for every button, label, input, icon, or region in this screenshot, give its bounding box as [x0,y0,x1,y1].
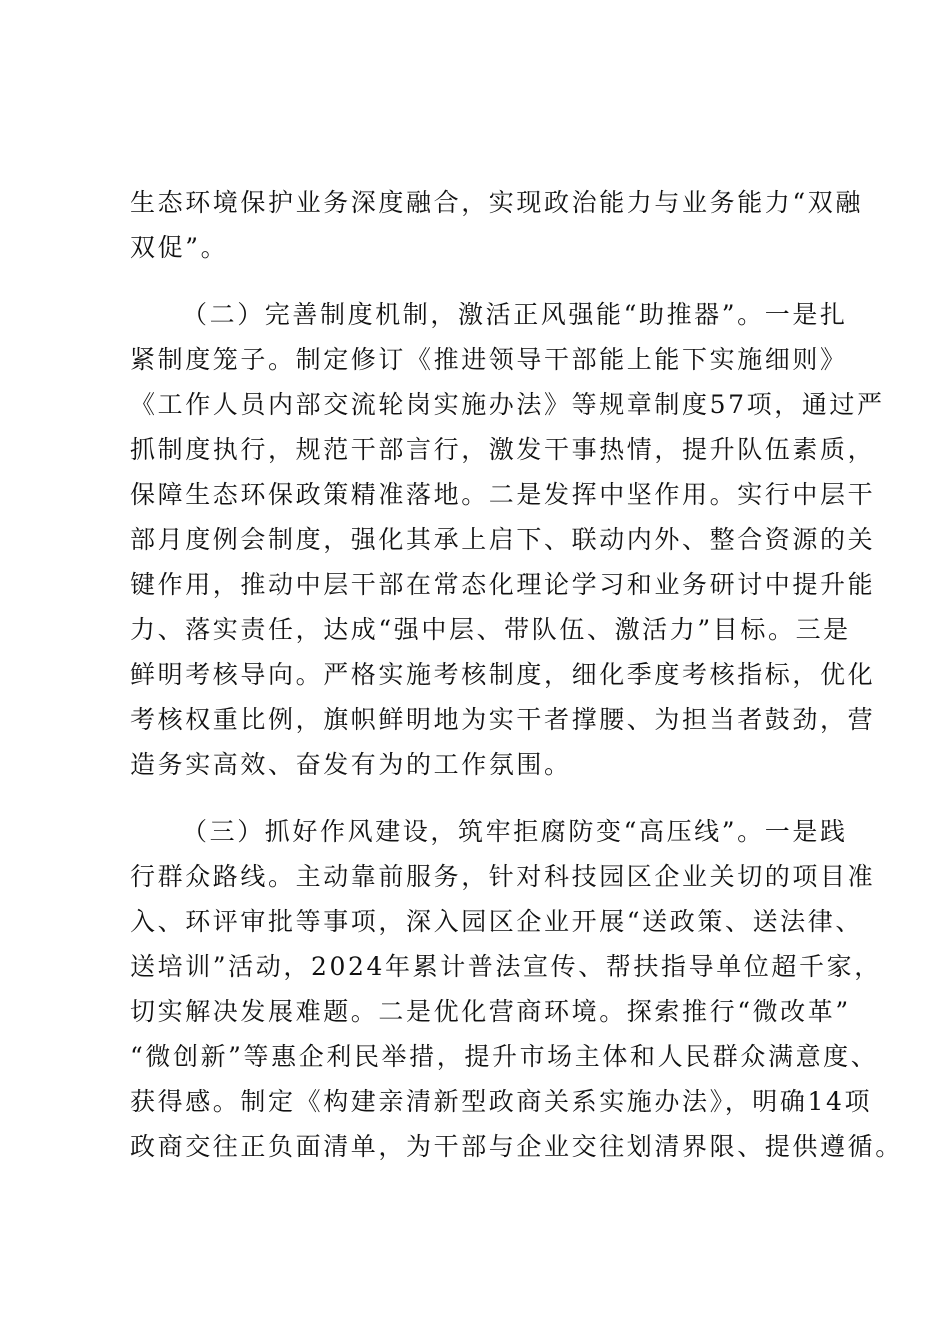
paragraph-continuation [130,180,863,270]
paragraph-heading-line: （二）完善制度机制，激活正风强能“助推器”。一是扎 [182,300,848,329]
paragraph-heading-line: （三）抓好作风建设，筑牢拒腐防变“高压线”。一是践 [182,817,848,846]
text-line: 键作用，推动中层干部在常态化理论学习和业务研讨中提升能 [130,570,876,599]
paragraph-section-2 [130,292,885,787]
text-line: 抓制度执行，规范干部言行，激发干事热情，提升队伍素质， [130,435,876,464]
text-line: 鲜明考核导向。严格实施考核制度，细化季度考核指标，优化 [130,660,876,689]
text-line: 行群众路线。主动靠前服务，针对科技园区企业关切的项目准 [130,862,876,891]
text-line: 获得感。制定《构建亲清新型政商关系实施办法》，明确14项 [130,1087,873,1116]
text-line: 考核权重比例，旗帜鲜明地为实干者撑腰、为担当者鼓劲，营 [130,705,876,734]
paragraph-gap [130,787,830,809]
text-line: 生态环境保护业务深度融合，实现政治能力与业务能力“双融 [130,188,863,217]
text-line: 保障生态环保政策精准落地。二是发挥中坚作用。实行中层干 [130,480,876,509]
text-line: 部月度例会制度，强化其承上启下、联动内外、整合资源的关 [130,525,876,554]
text-line: 政商交往正负面清单，为干部与企业交往划清界限、提供遵循。 [130,1132,903,1161]
text-line: 切实解决发展难题。二是优化营商环境。探索推行“微改革” [130,997,851,1026]
paragraph-section-3 [130,809,903,1169]
text-line: 《工作人员内部交流轮岗实施办法》等规章制度57项，通过严 [130,390,885,419]
text-line: 入、环评审批等事项，深入园区企业开展“送政策、送法律、 [130,907,863,936]
text-line: “微创新”等惠企利民举措，提升市场主体和人民群众满意度、 [130,1042,879,1071]
text-line: 紧制度笼子。制定修订《推进领导干部能上能下实施细则》 [130,345,848,374]
paragraph-gap [130,270,830,292]
text-line: 送培训”活动，2024年累计普法宣传、帮扶指导单位超千家， [130,952,882,981]
text-line: 力、落实责任，达成“强中层、带队伍、激活力”目标。三是 [130,615,851,644]
document-body [130,180,903,1169]
text-line: 造务实高效、奋发有为的工作氛围。 [130,750,572,779]
text-line: 双促”。 [130,233,229,262]
